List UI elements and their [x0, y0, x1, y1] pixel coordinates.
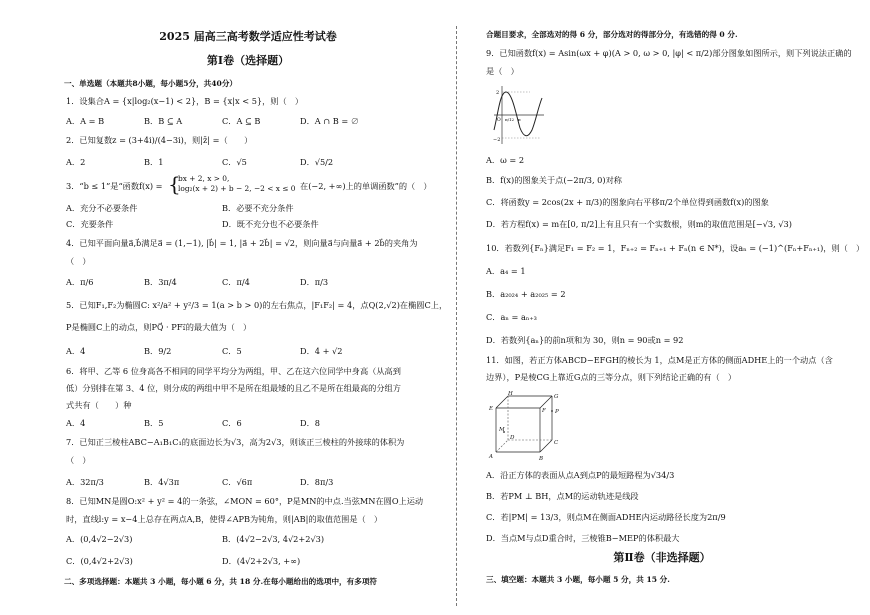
q8-option-c[interactable]: C．(0,4√2+2√3): [66, 556, 133, 566]
q9-label-x1: π/12: [505, 117, 515, 122]
q6-stem-3: 式共有（ ）种: [66, 400, 132, 410]
q11-cube-figure: [488, 390, 564, 462]
q11-option-d[interactable]: D．当点M与点D重合时，三棱锥B−MEP的体积最大: [486, 533, 680, 543]
q8-option-b[interactable]: B．(4√2−2√3, 4√2+2√3): [222, 534, 325, 544]
q1-option-d[interactable]: D．A ∩ B = ∅: [300, 116, 359, 126]
q6-option-d[interactable]: D．8: [300, 418, 320, 428]
q11-label-h: H: [508, 391, 513, 397]
q5-option-d[interactable]: D．4 + √2: [300, 346, 343, 356]
q9-option-d[interactable]: D．若方程f(x) = m在[0, π/2]上有且只有一个实数根，则m的取值范围是[−√3, √3): [486, 219, 792, 229]
q3-stem-part2: 在(−2, +∞)上的单调函数”的（ ）: [300, 181, 432, 191]
q8-option-d[interactable]: D．(4√2+2√3, +∞): [222, 556, 301, 566]
q11-label-d: D: [510, 435, 515, 441]
q5-stem-2: P是椭圆C上的动点，则PQ⃗ · PF₁⃗的最大值为（ ）: [66, 322, 252, 332]
q7-option-b[interactable]: B．4√3π: [144, 477, 180, 487]
q4-option-a[interactable]: A．π/6: [66, 277, 94, 287]
q9-stem: 9．已知函数f(x) = Asin(ωx + φ)(A > 0, ω > 0, |φ| < π/2)部分图象如图所示，则下列说法正确的: [486, 48, 852, 58]
q7-option-a[interactable]: A．32π/3: [66, 477, 104, 487]
section3-heading: 三、填空题：本题共 3 小题，每小题 5 分，共 15 分.: [486, 575, 670, 584]
q5-option-b[interactable]: B．9/2: [144, 346, 172, 356]
q8-option-a[interactable]: A．(0,4√2−2√3): [66, 534, 133, 544]
q3-case1: bx + 2, x > 0,: [178, 174, 230, 183]
q6-stem: 6．将甲、乙等 6 位身高各不相同的同学平均分为两组，甲、乙在这六位同学中身高（从高到: [66, 366, 401, 376]
section2-heading: 二、多项选择题：本题共 3 小题，每小题 6 分，共 18 分.在每小题给出的选项中，有多项符: [64, 577, 378, 586]
q6-option-b[interactable]: B．5: [144, 418, 164, 428]
q11-label-f: F: [542, 408, 546, 414]
q3-option-b[interactable]: B．必要不充分条件: [222, 203, 294, 213]
q4-paren: （ ）: [66, 256, 91, 266]
column-divider: [456, 26, 457, 606]
q7-option-d[interactable]: D．8π/3: [300, 477, 334, 487]
q1-stem: 1．设集合A = {x|log₂(x−1) < 2}，B = {x|x < 5}，则（ ）: [66, 96, 304, 106]
q11-label-m: M: [499, 427, 505, 433]
exam-title: 2025 届高三高考数学适应性考试卷: [159, 30, 337, 43]
q3-option-c[interactable]: C．充要条件: [66, 219, 114, 229]
q1-option-b[interactable]: B．B ⊆ A: [144, 116, 183, 126]
q5-option-a[interactable]: A．4: [66, 346, 86, 356]
q10-option-c[interactable]: C．aₙ = aₙ₊₃: [486, 312, 537, 322]
section1-heading: 一、单选题（本题共8小题，每小题5分，共40分）: [64, 79, 238, 88]
q9-option-a[interactable]: A．ω = 2: [486, 155, 525, 165]
q9-option-b[interactable]: B．f(x)的图象关于点(−2π/3, 0)对称: [486, 175, 622, 185]
section2-continued: 合题目要求，全部选对的得 6 分，部分选对的得部分分，有选错的得 0 分.: [486, 30, 738, 39]
q9-label-y-top: 2: [496, 90, 500, 96]
q8-stem: 8．已知MN是圆O:x² + y² = 4的一条弦，∠MON = 60°，P是MN的中点.当弦MN在圆O上运动: [66, 496, 424, 506]
q11-label-e: E: [489, 406, 494, 412]
q3-brace: {: [168, 172, 181, 196]
q3-case2: log₂(x + 2) + b − 2, −2 < x ≤ 0: [178, 184, 296, 193]
q9-label-x2: π: [518, 117, 521, 122]
q7-option-c[interactable]: C．√6π: [222, 477, 253, 487]
q2-option-b[interactable]: B．1: [144, 157, 164, 167]
q11-stem: 11．如图，若正方体ABCD−EFGH的棱长为 1，点M是正方体的侧面ADHE上的一个动点（含: [486, 355, 833, 365]
q11-label-c: C: [554, 440, 559, 446]
left-column: [64, 0, 448, 615]
q11-stem-2: 边界），P是棱CG上靠近G点的三等分点，则下列结论正确的有（ ）: [486, 372, 737, 382]
q1-option-c[interactable]: C．A ⊆ B: [222, 116, 261, 126]
q9-sine-graph: [490, 84, 546, 146]
q1-option-a[interactable]: A．A = B: [66, 116, 105, 126]
q10-option-d[interactable]: D．若数列{aₙ}的前n项和为 30，则n = 90或n = 92: [486, 335, 684, 345]
q3-stem-part1: 3．“b ≤ 1”是“函数f(x) =: [66, 181, 163, 191]
q8-stem-2: 时，直线l:y = x−4上总存在两点A,B，使得∠APB为钝角，则|AB|的取值范围是（ ）: [66, 514, 383, 524]
q2-option-c[interactable]: C．√5: [222, 157, 247, 167]
q9-label-y-bot: −2: [493, 137, 501, 143]
q5-option-c[interactable]: C．5: [222, 346, 242, 356]
q7-stem: 7．已知正三棱柱ABC−A₁B₁C₁的底面边长为√3，高为2√3，则该正三棱柱的外接球的体积为: [66, 437, 405, 447]
q10-option-b[interactable]: B．a₂₀₂₄ + a₂₀₂₅ = 2: [486, 289, 566, 299]
q2-option-d[interactable]: D．√5/2: [300, 157, 334, 167]
q11-option-c[interactable]: C．若|PM| = 13/3，则点M在侧面ADHE内运动路径长度为2π/9: [486, 512, 726, 522]
q9-option-c[interactable]: C．将函数y = 2cos(2x + π/3)的图象向右平移π/2个单位得到函数f(x)的图象: [486, 197, 769, 207]
q9-sine-curve: [494, 92, 542, 136]
q11-label-a: A: [489, 454, 493, 460]
q9-paren: 是（ ）: [486, 66, 519, 76]
q11-option-b[interactable]: B．若PM ⊥ BH，点M的运动轨迹是线段: [486, 491, 639, 501]
q7-paren: （ ）: [66, 455, 91, 465]
q11-label-b: B: [539, 456, 544, 462]
q11-label-p: P: [555, 409, 559, 415]
q4-stem: 4．已知平面向量a⃗,b⃗满足a⃗ = (1,−1), |b⃗| = 1, |a⃗ + 2b⃗| = √2，则向量a⃗与向量a⃗ + 2b⃗的夹角为: [66, 238, 418, 248]
q2-stem: 2．已知复数z = (3+4i)/(4−3i)，则|z̄| =（ ）: [66, 135, 253, 145]
q10-stem: 10．若数列{Fₙ}满足F₁ = F₂ = 1，Fₙ₊₂ = Fₙ₊₁ + Fₙ(n ∈ N*)，设aₙ = (−1)^(Fₙ+Fₙ₊₁)，则（ ）: [486, 243, 865, 253]
q6-stem-2: 低）分别排在第 3、4 位，则分成的两组中甲不是所在组最矮的且乙不是所在组最高的分组方: [66, 383, 401, 393]
part2-heading: 第Ⅱ卷（非选择题）: [613, 551, 711, 564]
q3-option-a[interactable]: A．充分不必要条件: [66, 203, 138, 213]
q6-option-c[interactable]: C．6: [222, 418, 242, 428]
q10-option-a[interactable]: A．a₄ = 1: [486, 266, 526, 276]
q4-option-c[interactable]: C．π/4: [222, 277, 250, 287]
q9-label-origin: O: [497, 118, 501, 123]
right-column: [486, 0, 865, 615]
q11-point-p: [551, 410, 553, 412]
q11-option-a[interactable]: A．沿正方体的表面从点A到点P的最短路程为√34/3: [486, 470, 675, 480]
q3-option-d[interactable]: D．既不充分也不必要条件: [222, 219, 319, 229]
part1-heading: 第Ⅰ卷（选择题）: [206, 54, 290, 67]
q4-option-b[interactable]: B．3π/4: [144, 277, 177, 287]
q11-label-g: G: [554, 394, 559, 400]
q5-stem: 5．已知F₁,F₂为椭圆C: x²/a² + y²/3 = 1(a > b > 0)的左右焦点，|F₁F₂| = 4，点Q(2,√2)在椭圆C上，: [66, 300, 448, 310]
q2-option-a[interactable]: A．2: [66, 157, 86, 167]
q6-option-a[interactable]: A．4: [66, 418, 86, 428]
q4-option-d[interactable]: D．π/3: [300, 277, 329, 287]
